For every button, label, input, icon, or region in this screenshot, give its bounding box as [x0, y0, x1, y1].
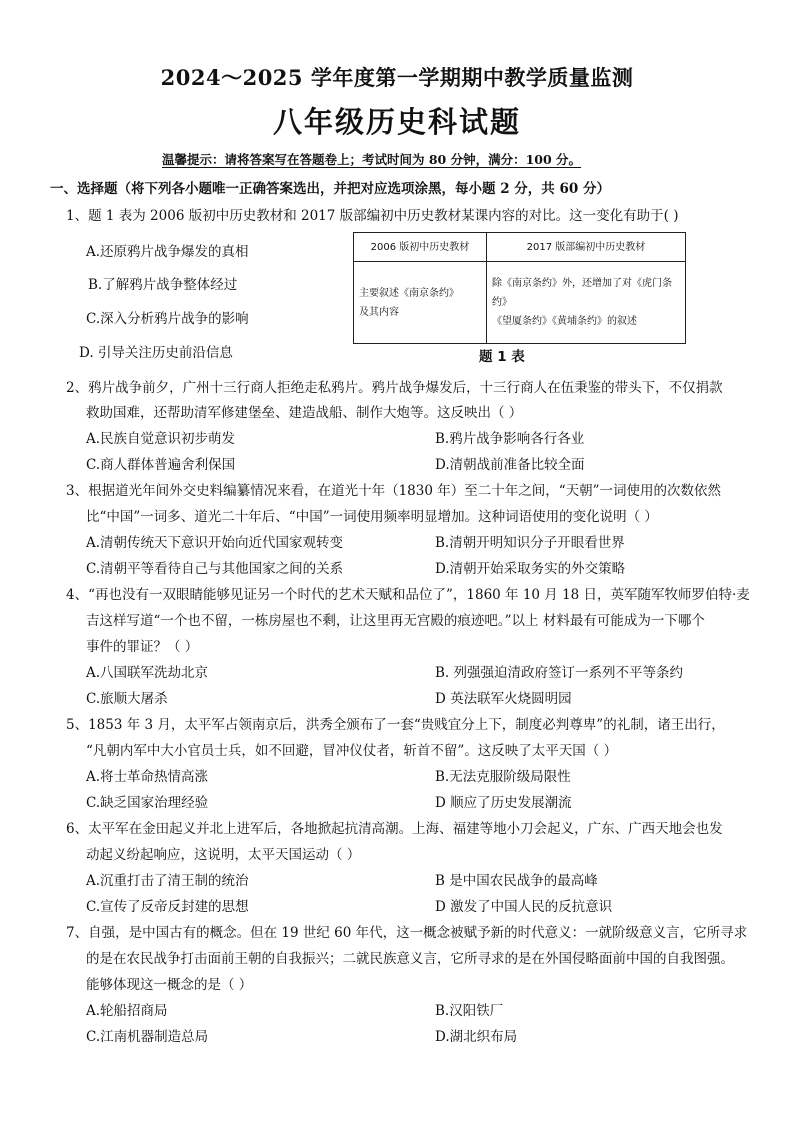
question-2-stem-line2: 救助国难，还帮助清军修建堡垒、建造战船、制作大炮等。这反映出（ ） — [86, 405, 523, 421]
question-4-option-b: B. 列强强迫清政府签订一系列不平等条约 — [435, 665, 684, 681]
question-7-option-c: C.江南机器制造总局 — [86, 1029, 209, 1045]
question-4-option-a: A.八国联军洗劫北京 — [86, 665, 209, 681]
question-1-option-d: D. 引导关注历史前沿信息 — [79, 345, 233, 361]
question-3-stem-line1: 3、根据道光年间外交史料编纂情况来看，在道光十年（1830 年）至二十年之间，“天朝”一词使用的次数依然 — [66, 483, 722, 499]
question-7-option-b: B.汉阳铁厂 — [435, 1003, 504, 1019]
table-cell-2006 — [354, 262, 487, 344]
question-6-option-c: C.宣传了反帝反封建的思想 — [86, 899, 249, 915]
question-7-stem-line2: 的是在农民战争打击面前王朝的自我振兴；二就民族意义言，它所寻求的是在外国侵略面前中国的自我图强。 — [86, 951, 734, 967]
question-6-option-b: B 是中国农民战争的最高峰 — [435, 873, 598, 889]
question-4-option-c: C.旅顺大屠杀 — [86, 691, 168, 707]
question-5-option-a: A.将士革命热情高涨 — [86, 769, 209, 785]
question-3-option-a: A.清朝传统天下意识开始向近代国家观转变 — [86, 535, 344, 551]
question-4-stem-line3: 事件的罪证？（ ） — [86, 639, 199, 655]
question-4-option-d: D 英法联军火烧圆明园 — [435, 691, 572, 707]
question-2-option-b: B.鸦片战争影响各行各业 — [435, 431, 585, 447]
table-caption: 题 1 表 — [479, 349, 525, 365]
question-1-table — [353, 232, 686, 344]
question-2-option-d: D.清朝战前准备比较全面 — [435, 457, 585, 473]
question-3-option-b: B.清朝开明知识分子开眼看世界 — [435, 535, 625, 551]
exam-tip: 温馨提示：请将答案写在答题卷上；考试时间为 80 分钟，满分：100 分。 — [162, 152, 582, 167]
question-7-stem-line1: 7、自强，是中国古有的概念。但在 19 世纪 60 年代，这一概念被赋予新的时代意义：一就阶级意义言，它所寻求 — [66, 925, 748, 941]
section-heading: 一、选择题（将下列各小题唯一正确答案选出，并把对应选项涂黑，每小题 2 分，共 60 分） — [50, 181, 610, 197]
question-4-stem-line2: 吉这样写道“一个也不留，一栋房屋也不剩，让这里再无宫殿的痕迹吧。”以上 材料最有可能成为一下哪个 — [86, 613, 705, 629]
table-cell-2017 — [487, 262, 686, 344]
question-5-option-d: D 顺应了历史发展潮流 — [435, 795, 572, 811]
question-5-option-b: B.无法克服阶级局限性 — [435, 769, 571, 785]
question-5-option-c: C.缺乏国家治理经验 — [86, 795, 209, 811]
question-2-option-c: C.商人群体普遍舍利保国 — [86, 457, 236, 473]
question-6-option-a: A.沉重打击了清王制的统治 — [86, 873, 249, 889]
table-cell-2006-line2: 及其内容 — [359, 306, 399, 318]
exam-subject-title: 八年级历史科试题 — [272, 105, 521, 139]
question-6-option-d: D 激发了中国人民的反抗意识 — [435, 899, 613, 915]
table-header-2006: 2006 版初中历史教材 — [354, 233, 487, 262]
table-cell-2017-line2: 《望厦条约》《黄埔条约》的叙述 — [492, 316, 637, 327]
question-7-option-a: A.轮船招商局 — [86, 1003, 168, 1019]
question-2-option-a: A.民族自觉意识初步萌发 — [86, 431, 236, 447]
question-1-option-a: A.还原鸦片战争爆发的真相 — [86, 244, 249, 260]
question-1-option-c: C.深入分析鸦片战争的影响 — [86, 311, 249, 327]
question-5-stem-line1: 5、1853 年 3 月，太平军占领南京后，洪秀全颁布了一套“贵贱宜分上下，制度必判尊卑”的礼制，诸王出行， — [66, 717, 725, 733]
question-7-option-d: D.湖北织布局 — [435, 1029, 518, 1045]
question-6-stem-line2: 动起义纷起响应，这说明，太平天国运动（ ） — [86, 847, 361, 863]
exam-title: 2024～2025 学年度第一学期期中教学质量监测 — [160, 65, 634, 90]
table-cell-2006-line1: 主要叙述《南京条约》 — [359, 287, 459, 299]
question-3-stem-line2: 比“中国”一词多、道光二十年后、“中国”一词使用频率明显增加。这种词语使用的变化说明（ ） — [86, 509, 658, 525]
question-1-stem: 1、题 1 表为 2006 版初中历史教材和 2017 版部编初中历史教材某课内容的对比。这一变化有助于( ) — [66, 208, 679, 224]
table-cell-2017-line1: 除《南京条约》外，还增加了对《虎门条约》 — [492, 278, 672, 308]
question-2-stem-line1: 2、鸦片战争前夕，广州十三行商人拒绝走私鸦片。鸦片战争爆发后，十三行商人在伍秉鉴的带头下，不仅捐款 — [66, 380, 723, 396]
question-5-stem-line2: “凡朝内军中大小官员士兵，如不回避，冒冲仪仗者，斩首不留”。这反映了太平天国（ ） — [86, 743, 618, 759]
question-1-option-b: B.了解鸦片战争整体经过 — [88, 277, 238, 293]
question-3-option-d: D.清朝开始采取务实的外交策略 — [435, 561, 626, 577]
question-4-stem-line1: 4、“再也没有一双眼睛能够见证另一个时代的艺术天赋和品位了”，1860 年 10 月 18 日，英军随军牧师罗伯特·麦 — [66, 587, 750, 603]
question-3-option-c: C.清朝平等看待自己与其他国家之间的关系 — [86, 561, 344, 577]
question-7-stem-line3: 能够体现这一概念的是（ ） — [86, 977, 253, 993]
table-header-2017: 2017 版部编初中历史教材 — [487, 233, 686, 262]
question-6-stem-line1: 6、太平军在金田起义并北上进军后，各地掀起抗清高潮。上海、福建等地小刀会起义，广东、广西天地会也发 — [66, 821, 723, 837]
